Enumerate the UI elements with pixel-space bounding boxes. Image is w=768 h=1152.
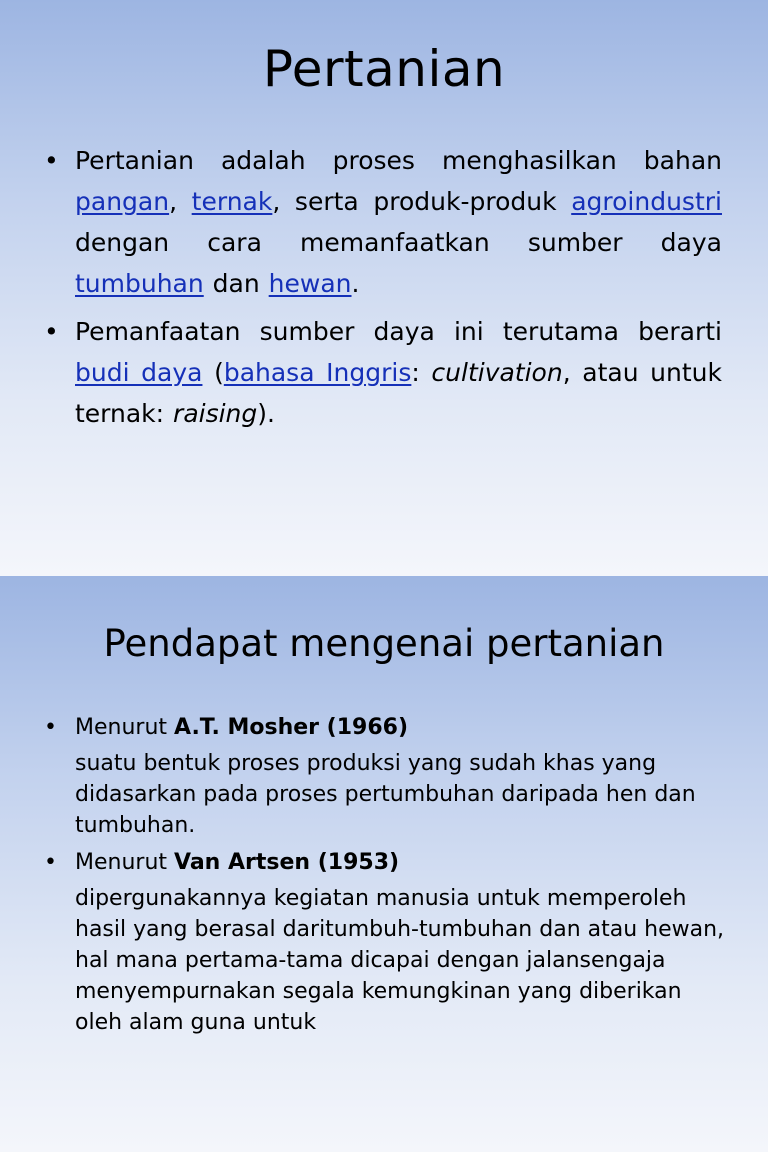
opinion-author: A.T. Mosher (1966): [174, 715, 409, 740]
bullet-icon: •: [44, 317, 59, 346]
link-hewan[interactable]: hewan: [268, 269, 352, 298]
bullet-text: dengan cara memanfaatkan sumber daya: [75, 228, 722, 257]
opinion-item-mosher: [44, 712, 734, 841]
bullet-text: Pemanfaatan sumber daya ini terutama berarti: [75, 317, 722, 346]
opinion-prefix: Menurut: [75, 850, 175, 875]
opinion-description: dipergunakannya kegiatan manusia untuk memperoleh hasil yang berasal daritumbuh-tumbuhan dan atau hewan, hal mana pertama-tama dicapai dengan jalansengaja menyempurnakan segala kemungkinan yang diberikan oleh alam guna untuk: [75, 886, 725, 1035]
bullet-icon: •: [44, 850, 57, 875]
link-pangan[interactable]: pangan: [75, 187, 170, 216]
slide-title: Pendapat mengenai pertanian: [103, 622, 665, 665]
slide-pendapat: [0, 576, 768, 1152]
bullet-text: :: [411, 358, 432, 387]
bullet-text: ).: [257, 399, 275, 428]
bullet-text: , serta produk-produk: [272, 187, 572, 216]
opinion-list: [44, 712, 734, 1044]
link-bahasa-inggris[interactable]: bahasa Inggris: [223, 358, 412, 387]
bullet-text: .: [351, 269, 360, 298]
bullet-text: , atau untuk ternak:: [75, 358, 722, 428]
opinion-item-van-artsen: [44, 847, 734, 1038]
italic-term-cultivation: cultivation: [431, 358, 563, 387]
link-tumbuhan[interactable]: tumbuhan: [75, 269, 204, 298]
link-budi-daya[interactable]: budi daya: [75, 358, 203, 387]
bullet-list: [44, 140, 722, 441]
link-ternak[interactable]: ternak: [191, 187, 273, 216]
bullet-item-definition: [44, 140, 722, 304]
bullet-text: ,: [169, 187, 192, 216]
bullet-text: (: [202, 358, 224, 387]
bullet-icon: •: [44, 146, 59, 175]
opinion-prefix: Menurut: [75, 715, 175, 740]
bullet-text: dan: [203, 269, 269, 298]
slide-title: Pertanian: [262, 40, 506, 98]
bullet-item-cultivation: [44, 311, 722, 434]
italic-term-raising: raising: [173, 399, 258, 428]
opinion-author: Van Artsen (1953): [174, 850, 400, 875]
bullet-text: Pertanian adalah proses menghasilkan bahan: [75, 146, 722, 175]
link-agroindustri[interactable]: agroindustri: [571, 187, 722, 216]
bullet-icon: •: [44, 715, 57, 740]
opinion-description: suatu bentuk proses produksi yang sudah khas yang didasarkan pada proses pertumbuhan daripada hen dan tumbuhan.: [75, 751, 696, 838]
